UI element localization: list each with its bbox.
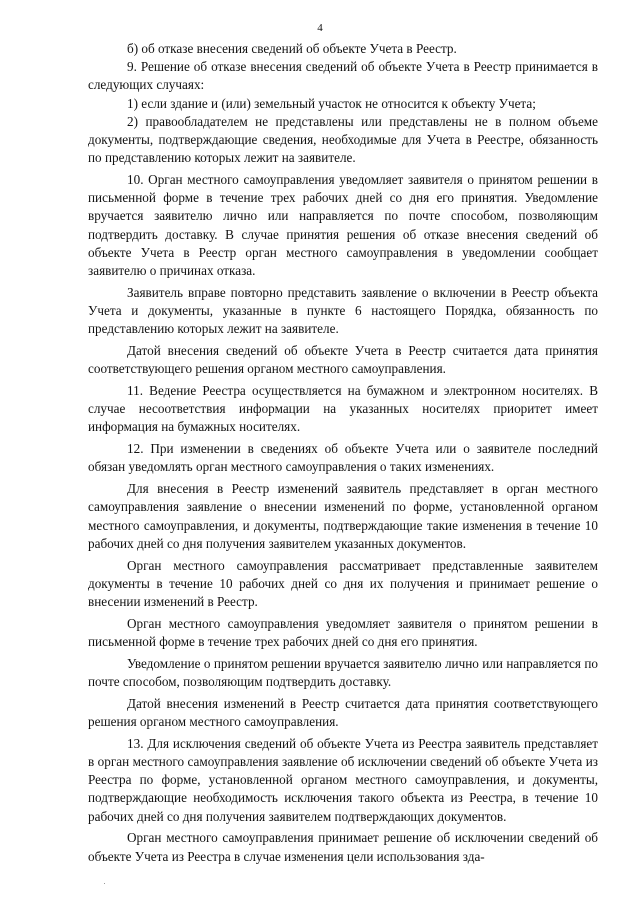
paragraph-changes-date: Датой внесения изменений в Реестр считается дата принятия соответствующего решения органом местного самоуправления. bbox=[88, 695, 598, 730]
paragraph-11: 11. Ведение Реестра осуществляется на бумажном и электронном носителях. В случае несоответствия информации на указанных носителях приоритет имеет информация на бумажных носителях. bbox=[88, 383, 598, 435]
paragraph-entry-date: Датой внесения сведений об объекте Учета в Реестр считается дата принятия соответствующего решения органом местного самоуправления. bbox=[88, 343, 598, 377]
paragraph-changes-delivery: Уведомление о принятом решении вручается заявителю лично или направляется по почте способом, позволяющим подтвердить доставку. bbox=[88, 655, 598, 690]
paragraph-9: 9. Решение об отказе внесения сведений об объекте Учета в Реестр принимается в следующих случаях: bbox=[88, 59, 598, 93]
paragraph-9-item-1: 1) если здание и (или) земельный участок не относится к объекту Учета; bbox=[127, 95, 536, 111]
paragraph-changes-notice: Орган местного самоуправления уведомляет заявителя о принятом решении в письменной форме в течение трех рабочих дней со дня его принятия. bbox=[88, 615, 598, 650]
scan-speck bbox=[104, 883, 105, 884]
paragraph-repeat-application: Заявитель вправе повторно представить заявление о включении в Реестр объекта Учета и документы, указанные в пункте 6 настоящего Порядка, обязанность по представлению которых лежит на заявителе. bbox=[88, 284, 598, 337]
paragraph-changes-submission: Для внесения в Реестр изменений заявитель представляет в орган местного самоуправления заявление о внесении изменений по форме, установленной органом местного самоуправления, и документы, подтверждающие такие изменения в течение 10 рабочих дней со дня получения заявителем указанных документов. bbox=[88, 481, 598, 551]
document-body bbox=[88, 40, 598, 869]
paragraph-10: 10. Орган местного самоуправления уведомляет заявителя о принятом решении в письменной форме в течение трех рабочих дней со дня его принятия. Уведомление вручается заявителю лично или направляется по почте способом, позволяющим подтвердить доставку. В случае принятия решения об отказе внесения сведений об объекте Учета в Реестр орган местного самоуправления в уведомлении сообщает заявителю о причинах отказа. bbox=[88, 172, 598, 279]
page-number: 4 bbox=[317, 22, 323, 34]
paragraph-exclusion-decision: Орган местного самоуправления принимает решение об исключении сведений об объекте Учета из Реестра в случае изменения цели использования зда- bbox=[88, 830, 598, 864]
paragraph-12: 12. При изменении в сведениях об объекте Учета или о заявителе последний обязан уведомлять орган местного самоуправления о таких изменениях. bbox=[88, 441, 598, 475]
paragraph-changes-review: Орган местного самоуправления рассматривает представленные заявителем документы в течение 10 рабочих дней со дня их получения и принимает решение о внесении изменений в Реестр. bbox=[88, 557, 598, 610]
paragraph-13: 13. Для исключения сведений об объекте Учета из Реестра заявитель представляет в орган местного самоуправления заявление об исключении сведений об объекте Учета из Реестра по форме, установленной органом местного самоуправления, и документы, подтверждающие необходимость исключения такого объекта из Реестра, в течение 10 рабочих дней со дня получения заявителем подтверждающих документов. bbox=[88, 735, 598, 824]
paragraph-9-item-2: 2) правообладателем не представлены или представлены не в полном объеме документы, подтверждающие сведения, необходимые для Учета в Реестре, обязанность по представлению которых лежит на заявителе. bbox=[88, 113, 598, 166]
paragraph-sub-b: б) об отказе внесения сведений об объекте Учета в Реестр. bbox=[127, 41, 457, 56]
